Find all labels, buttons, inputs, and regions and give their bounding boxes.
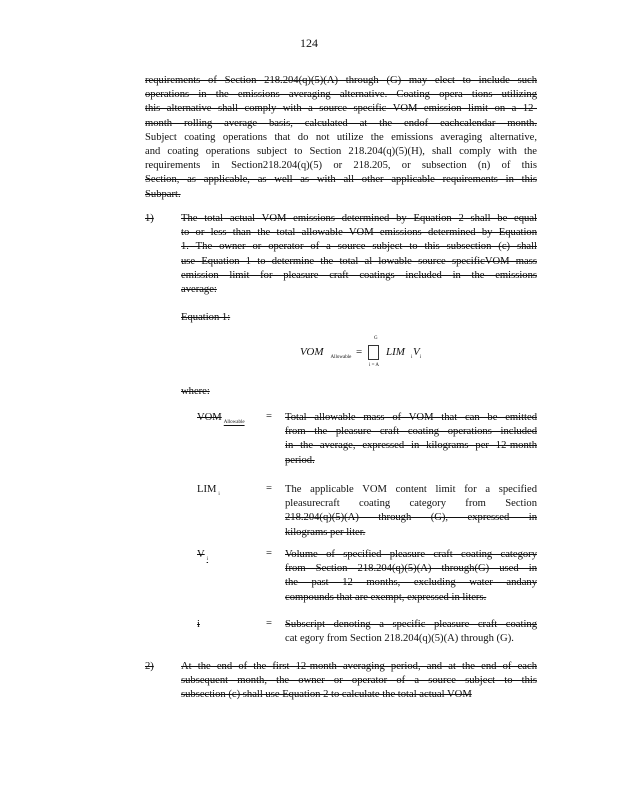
definition-text: [285, 618, 537, 646]
text-line: month rolling average basis, calculated at the endof eachcalendar month.: [145, 117, 537, 129]
text-line: the past 12 months, excluding water andany: [285, 577, 537, 589]
definition-text: [285, 483, 537, 540]
text-line: emission limit for pleasure craft coatings included in the emissions: [181, 269, 537, 281]
where-label: where:: [181, 386, 210, 397]
equation-lhs: VOM $_{Allowable}$: [300, 346, 352, 360]
definition-term: [197, 483, 220, 499]
term-subscript: Allowable: [223, 420, 245, 425]
equation-label: Equation 1:: [181, 312, 231, 323]
item-2-number: 2): [145, 661, 154, 672]
item-2-text: [181, 660, 537, 703]
definition-text: [285, 548, 537, 605]
equation-term-v: $V_i$: [413, 346, 422, 360]
text-line: 218.204(q)(5)(A) through (G), expressed in: [285, 512, 537, 524]
definition-equals: =: [266, 411, 272, 422]
term-symbol: VOM: [197, 412, 222, 423]
summation-icon: [368, 345, 379, 360]
text-line: this alternative shall comply with a source specific VOM emission limit on a 12-: [145, 103, 537, 115]
text-line: Volume of specified pleasure craft coating category: [285, 549, 537, 560]
text-line: operations in the emissions averaging alternative. Coating opera tions utilizing: [145, 89, 537, 101]
term-symbol: LIM: [197, 484, 217, 495]
text-line: to or less than the total allowable VOM emissions determined by Equation: [181, 227, 537, 239]
text-line: use Equation 1 to determine the total al lowable source specificVOM mass: [181, 255, 537, 267]
definition-term: [197, 618, 200, 632]
definition-equals: =: [266, 548, 272, 559]
text-line: and coating operations subject to Section 218.204(q)(5)(H), shall comply with the: [145, 146, 537, 158]
text-line: kilograms per liter.: [285, 526, 366, 538]
text-line: compounds that are exempt, expressed in liters.: [285, 591, 487, 603]
text-line: in the average, expressed in kilograms per 12-month: [285, 440, 537, 452]
text-line: Total allowable mass of VOM that can be emitted: [285, 412, 537, 423]
text-line: cat egory from Section 218.204(q)(5)(A) through (G).: [285, 633, 514, 645]
text-line: At the end of the first 12-month averaging period, and at the end of each: [181, 661, 537, 672]
term-subscript: i: [206, 557, 209, 562]
text-line: period.: [285, 454, 315, 466]
text-line: Subject coating operations that do not utilize the emissions averaging alternative,: [145, 131, 537, 143]
item-1-number: 1): [145, 213, 154, 224]
sum-upper-bound: G: [374, 336, 378, 341]
equation-term-lim: LIM $_i$: [386, 346, 413, 360]
definition-text: [285, 411, 537, 468]
term-symbol: i: [197, 619, 200, 630]
text-line: The applicable VOM content limit for a specified: [285, 484, 537, 495]
text-line: subsection (c) shall use Equation 2 to calculate the total actual VOM: [181, 689, 472, 701]
item-1-text: [181, 212, 537, 297]
intro-paragraph: [145, 74, 537, 202]
equation-equals: =: [356, 346, 363, 358]
definition-equals: =: [266, 483, 272, 494]
text-line: subsequent month, the owner or operator of a source subject to this: [181, 675, 537, 687]
text-line: Section, as applicable, as well as with all other applicable requirements in this: [145, 174, 537, 186]
text-line: requirements in Section218.204(q)(5) or 218.205, or subsection (n) of this: [145, 160, 537, 172]
text-line: from the pleasure craft coating operations included: [285, 426, 537, 438]
text-line: from Section 218.204(q)(5)(A) through(G) used in: [285, 563, 537, 575]
text-line: The total actual VOM emissions determined by Equation 2 shall be equal: [181, 213, 537, 224]
text-line: Subscript denoting a specific pleasure craft coating: [285, 619, 537, 630]
text-line: pleasurecraft coating category from Section: [285, 498, 537, 510]
text-line: Subpart.: [145, 188, 181, 200]
sum-lower-bound: i = A: [369, 363, 380, 368]
term-subscript: i: [218, 492, 220, 497]
definition-term: [197, 411, 245, 427]
text-line: 1. The owner or operator of a source subject to this subsection (c) shall: [181, 241, 537, 253]
page-number: 124: [300, 36, 318, 50]
term-symbol: V: [197, 549, 205, 560]
text-line: average:: [181, 284, 217, 296]
text-line: requirements of Section 218.204(q)(5)(A) through (G) may elect to include such: [145, 75, 537, 86]
definition-equals: =: [266, 618, 272, 629]
definition-term: [197, 548, 208, 564]
